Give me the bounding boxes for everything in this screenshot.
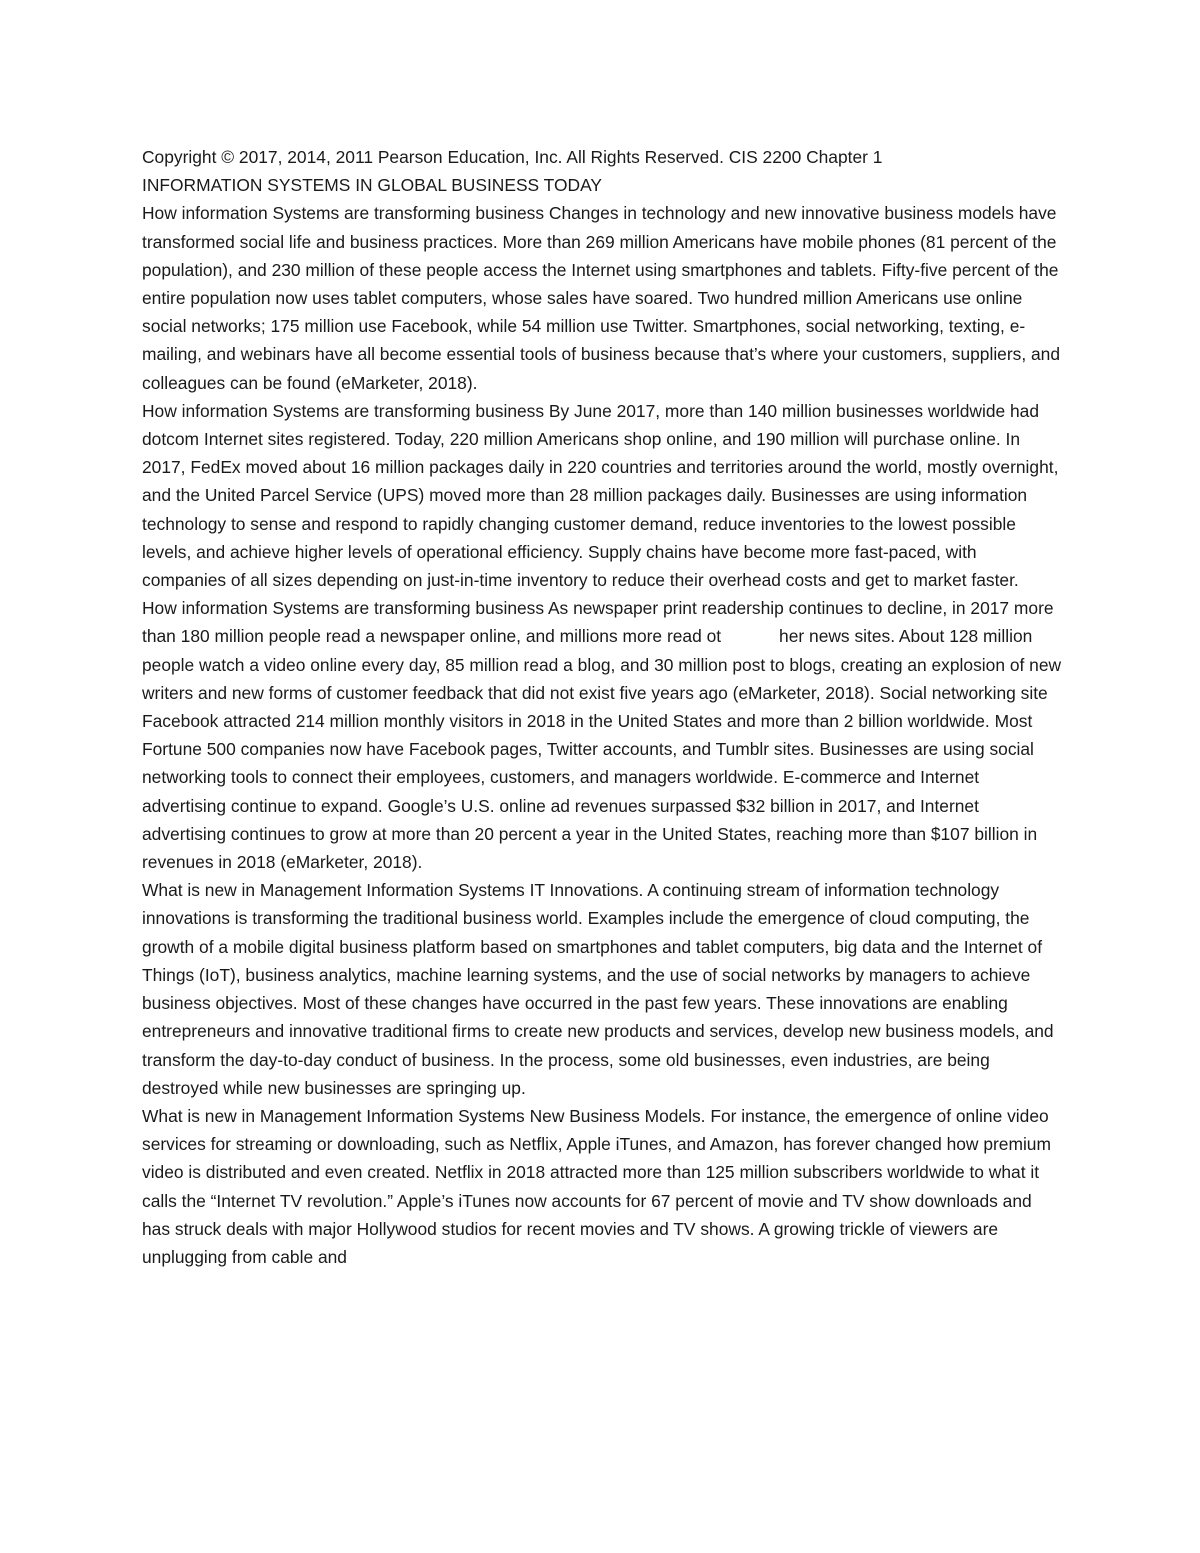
paragraph-ecommerce-logistics: How information Systems are transforming business By June 2017, more than 140 million businesses worldwide had dotcom Internet sites registered. Today, 220 million Americans shop online, and 190 million will purchase online. In 2017, FedEx moved about 16 million packages daily in 220 countries and territories around the world, mostly overnight, and the United Parcel Service (UPS) moved more than 28 million packages daily. Businesses are using information technology to sense and respond to rapidly changing customer demand, reduce inventories to the lowest possible levels, and achieve higher levels of operational efficiency. Supply chains have become more fast-paced, with companies of all sizes depending on just-in-time inventory to reduce their overhead costs and get to market faster. (142, 400, 1064, 591)
paragraph-new-business-models: What is new in Management Information Systems New Business Models. For instance, the emergence of online video services for streaming or downloading, such as Netflix, Apple iTunes, and Amazon, has forever changed how premium video is distributed and even created. Netflix in 2018 attracted more than 125 million subscribers worldwide to what it calls the “Internet TV revolution.” Apple’s iTunes now accounts for 67 percent of movie and TV show downloads and has struck deals with major Hollywood studios for recent movies and TV shows. A growing trickle of viewers are unplugging from cable and (142, 1105, 1056, 1267)
paragraph-mobile-social: How information Systems are transforming business Changes in technology and new innovative business models have transformed social life and business practices. More than 269 million Americans have mobile phones (81 percent of the population), and 230 million of these people access the Internet using smartphones and tablets. Fifty-five percent of the entire population now uses tablet computers, whose sales have soared. Two hundred million Americans use online social networks; 175 million use Facebook, while 54 million use Twitter. Smartphones, social networking, texting, e-mailing, and webinars have all become essential tools of business because that’s where your customers, suppliers, and colleagues can be found (eMarketer, 2018). (142, 203, 1065, 393)
chapter-title: INFORMATION SYSTEMS IN GLOBAL BUSINESS TODAY (142, 175, 602, 196)
copyright-header-line: Copyright © 2017, 2014, 2011 Pearson Education, Inc. All Rights Reserved. CIS 2200 Chapter 1 (142, 147, 883, 167)
document-body (142, 143, 1066, 1271)
paragraph-it-innovations: What is new in Management Information Systems IT Innovations. A continuing stream of information technology innovations is transforming the traditional business world. Examples include the emergence of cloud computing, the growth of a mobile digital business platform based on smartphones and tablet computers, big data and the Internet of Things (IoT), business analytics, machine learning systems, and the use of social networks by managers to achieve business objectives. Most of these changes have occurred in the past few years. These innovations are enabling entrepreneurs and innovative traditional firms to create new products and services, develop new business models, and transform the day-to-day conduct of business. In the process, some old businesses, even industries, are being destroyed while new businesses are springing up. (142, 880, 1059, 1098)
paragraph-online-media: How information Systems are transforming business As newspaper print readership continues to decline, in 2017 more than 180 million people read a newspaper online, and millions more read ot her news sites. About 128 million people watch a video online every day, 85 million read a blog, and 30 million post to blogs, creating an explosion of new writers and new forms of customer feedback that did not exist five years ago (eMarketer, 2018). Social networking site Facebook attracted 214 million monthly visitors in 2018 in the United States and more than 2 billion worldwide. Most Fortune 500 companies now have Facebook pages, Twitter accounts, and Tumblr sites. Businesses are using social networking tools to connect their employees, customers, and managers worldwide. E-commerce and Internet advertising continue to expand. Google’s U.S. online ad revenues surpassed $32 billion in 2017, and Internet advertising continues to grow at more than 20 percent a year in the United States, reaching more than $107 billion in revenues in 2018 (eMarketer, 2018). (142, 598, 1066, 873)
